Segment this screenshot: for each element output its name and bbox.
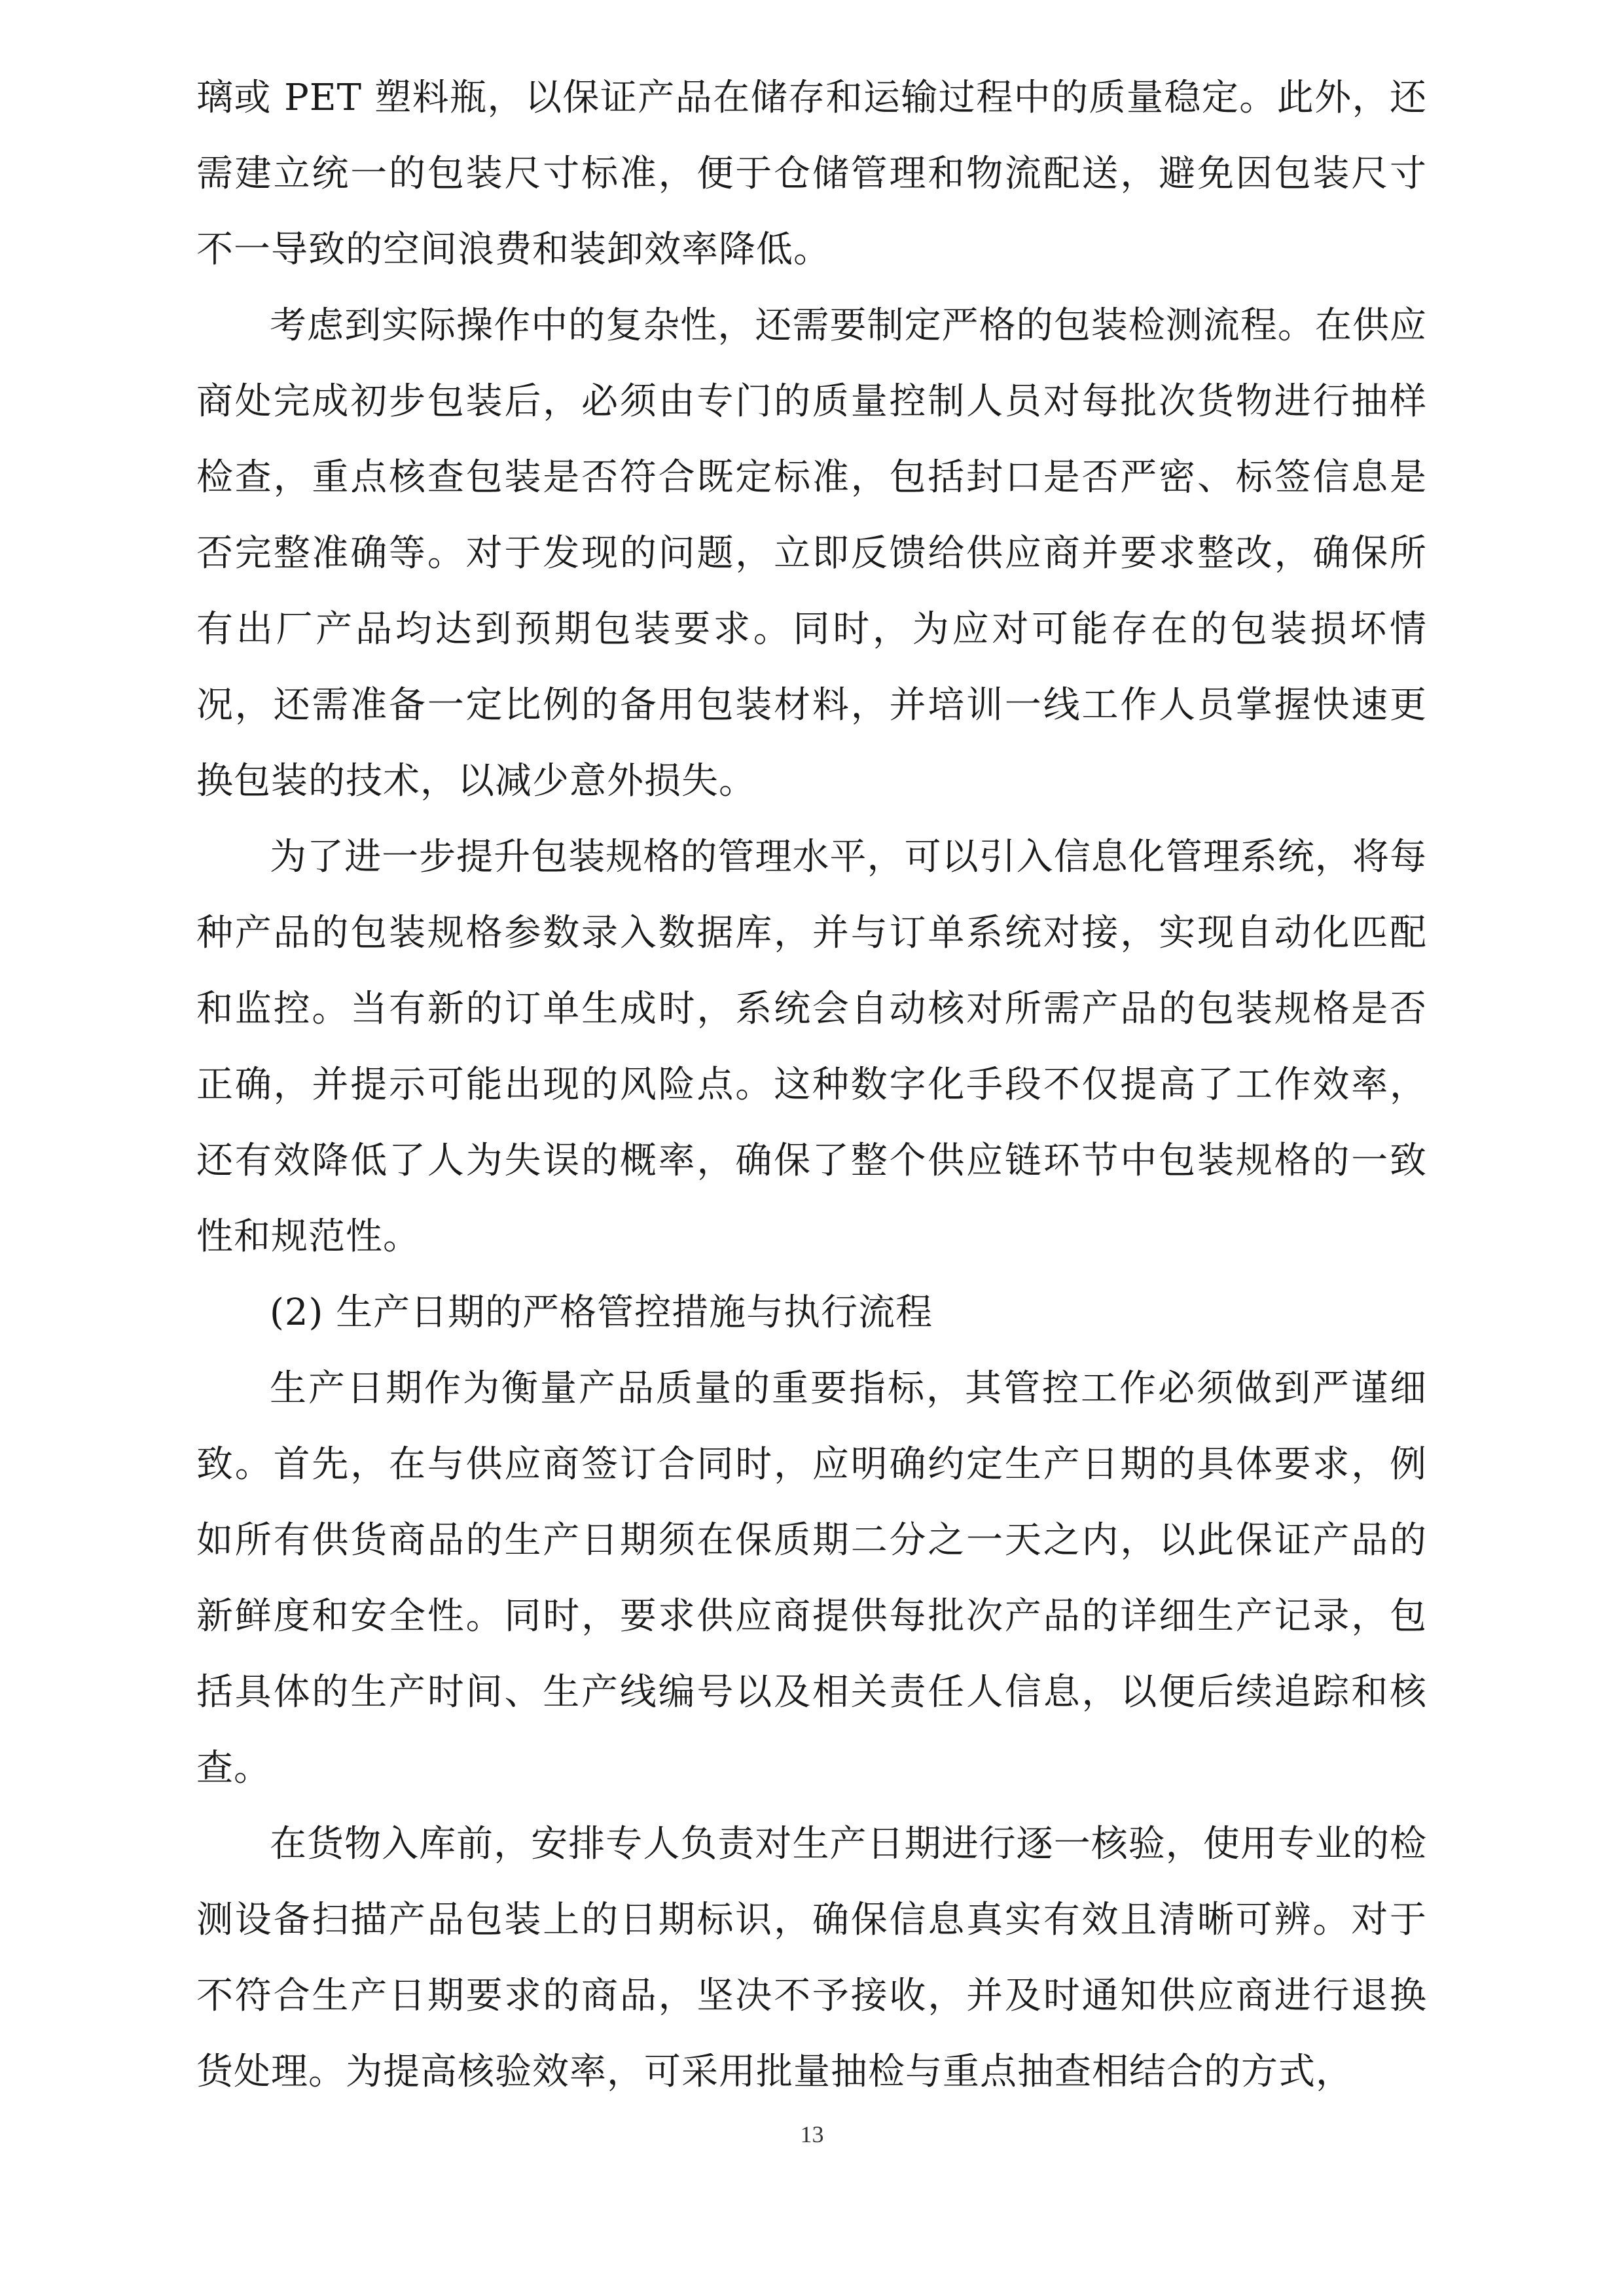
section-heading: (2) 生产日期的严格管控措施与执行流程 <box>270 1291 933 1334</box>
paragraph-information-system: 为了进一步提升包装规格的管理水平，可以引入信息化管理系统，将每种产品的包装规格参数录入数据库，并与订单系统对接，实现自动化匹配和监控。当有新的订单生成时，系统会自动核对所需产品的包装规格是否正确，并提示可能出现的风险点。这种数字化手段不仅提高了工作效率，还有效降低了人为失误的概率，确保了整个供应链环节中包装规格的一致性和规范性。 <box>196 836 1427 1258</box>
paragraph-packaging-inspection: 考虑到实际操作中的复杂性，还需要制定严格的包装检测流程。在供应商处完成初步包装后，必须由专门的质量控制人员对每批次货物进行抽样检查，重点核查包装是否符合既定标准，包括封口是否严密、标签信息是否完整准确等。对于发现的问题，立即反馈给供应商并要求整改，确保所有出厂产品均达到预期包装要求。同时，为应对可能存在的包装损坏情况，还需准备一定比例的备用包装材料，并培训一线工作人员掌握快速更换包装的技术，以减少意外损失。 <box>196 304 1427 802</box>
body-text <box>196 60 1427 2110</box>
page-number: 13 <box>800 2121 824 2147</box>
paragraph-continuation: 璃或 PET 塑料瓶，以保证产品在储存和运输过程中的质量稳定。此外，还需建立统一的包装尺寸标准，便于仓储管理和物流配送，避免因包装尺寸不一导致的空间浪费和装卸效率降低。 <box>196 77 1427 271</box>
paragraph-warehouse-check: 在货物入库前，安排专人负责对生产日期进行逐一核验，使用专业的检测设备扫描产品包装上的日期标识，确保信息真实有效且清晰可辨。对于不符合生产日期要求的商品，坚决不予接收，并及时通知供应商进行退换货处理。为提高核验效率，可采用批量抽检与重点抽查相结合的方式， <box>196 1823 1427 2093</box>
paragraph-production-date: 生产日期作为衡量产品质量的重要指标，其管控工作必须做到严谨细致。首先，在与供应商签订合同时，应明确约定生产日期的具体要求，例如所有供货商品的生产日期须在保质期二分之一天之内，以此保证产品的新鲜度和安全性。同时，要求供应商提供每批次产品的详细生产记录，包括具体的生产时间、生产线编号以及相关责任人信息，以便后续追踪和核查。 <box>196 1367 1427 1789</box>
